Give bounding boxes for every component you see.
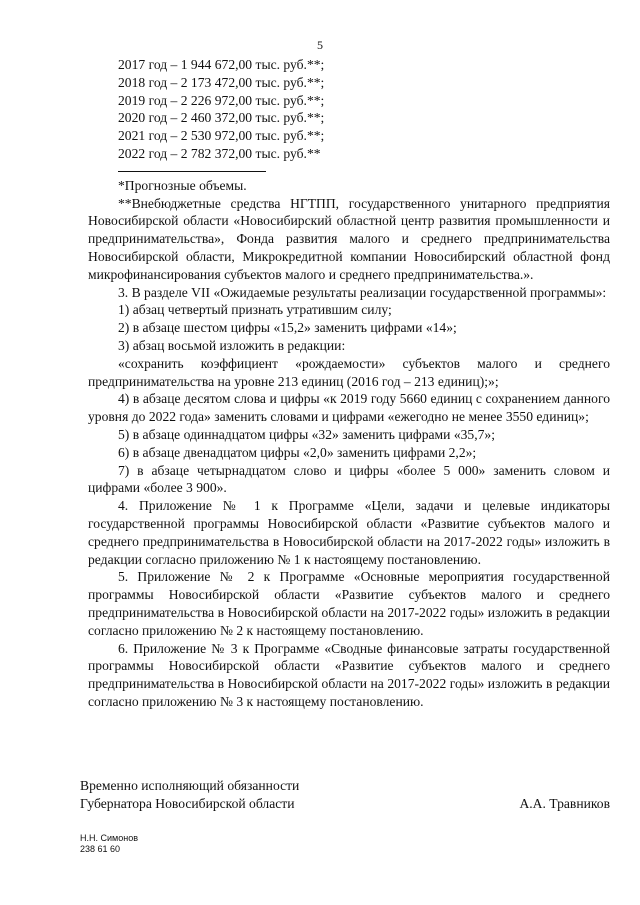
executor-name: Н.Н. Симонов — [80, 833, 138, 843]
list-item-5: 5) в абзаце одиннадцатом цифры «32» заменить цифрами «35,7»; — [118, 426, 495, 442]
paragraph-5: 5. Приложение № 2 к Программе «Основные мероприятия государственной программы Новосибирской области «Развитие субъектов малого и среднего предпринимательства в Новосибирской области на 2017-2022 годы» изложить в редакции согласно приложению № 2 к настоящему постановлению. — [88, 569, 610, 638]
footnote-offbudget: **Внебюджетные средства НГТПП, государственного унитарного предприятия Новосибирской области «Новосибирский областной центр развития промышленности и предпринимательства», Фонда развития малого и среднего предпринимательства Новосибирской области, Микрокредитной компании Новосибирский областной фонд микрофинансирования субъектов малого и среднего предпринимательства.». — [88, 195, 610, 282]
signatory-name: А.А. Травников — [519, 795, 610, 811]
list-item-3: 3) абзац восьмой изложить в редакции: — [118, 337, 346, 353]
page-number: 5 — [317, 38, 323, 52]
list-item-4: 4) в абзаце десятом слова и цифры «к 2019 году 5660 единиц с сохранением данного уровня до 2022 года» заменить словами и цифрами «ежегодно не менее 3550 единиц»; — [88, 391, 610, 425]
list-item-3-quote: «сохранить коэффициент «рождаемости» субъектов малого и среднего предпринимательства на уровне 213 единиц (2016 год – 213 единиц);»; — [88, 355, 610, 389]
funding-line: 2020 год – 2 460 372,00 тыс. руб.**; — [118, 110, 325, 126]
funding-list — [88, 56, 610, 163]
paragraph-6: 6. Приложение № 3 к Программе «Сводные финансовые затраты государственной программы Новосибирской области «Развитие субъектов малого и среднего предпринимательства в Новосибирской области на 2017-2022 годы» изложить в редакции согласно приложению № 3 к настоящему постановлению. — [88, 640, 610, 709]
executor-phone: 238 61 60 — [80, 844, 121, 854]
funding-line: 2018 год – 2 173 472,00 тыс. руб.**; — [118, 74, 325, 90]
paragraph-4: 4. Приложение № 1 к Программе «Цели, задачи и целевые индикаторы государственной программы Новосибирской области «Развитие субъектов малого и среднего предпринимательства в Новосибирской области на 2017-2022 годы» изложить в редакции согласно приложению № 1 к настоящему постановлению. — [88, 498, 610, 567]
executor-info — [80, 833, 138, 855]
funding-line: 2021 год – 2 530 972,00 тыс. руб.**; — [118, 128, 325, 144]
footnote-forecast: *Прогнозные объемы. — [118, 177, 247, 193]
footnote-divider — [118, 171, 266, 172]
signature-block — [80, 777, 610, 813]
signature-row — [80, 795, 610, 813]
funding-line: 2022 год – 2 782 372,00 тыс. руб.** — [118, 145, 321, 161]
signatory-position-line-1: Временно исполняющий обязанности — [80, 778, 300, 793]
list-item-2: 2) в абзаце шестом цифры «15,2» заменить цифрами «14»; — [118, 320, 457, 336]
document-body — [88, 56, 610, 711]
paragraph-3: 3. В разделе VII «Ожидаемые результаты реализации государственной программы»: — [118, 284, 607, 300]
funding-line: 2019 год – 2 226 972,00 тыс. руб.**; — [118, 92, 325, 108]
list-item-6: 6) в абзаце двенадцатом цифры «2,0» заменить цифрами 2,2»; — [118, 444, 477, 460]
signatory-position-line-2: Губернатора Новосибирской области — [80, 795, 295, 811]
list-item-7: 7) в абзаце четырнадцатом слово и цифры «более 5 000» заменить словом и цифрами «более 3 900». — [88, 462, 610, 496]
funding-line: 2017 год – 1 944 672,00 тыс. руб.**; — [118, 57, 325, 72]
list-item-1: 1) абзац четвертый признать утратившим силу; — [118, 302, 392, 318]
